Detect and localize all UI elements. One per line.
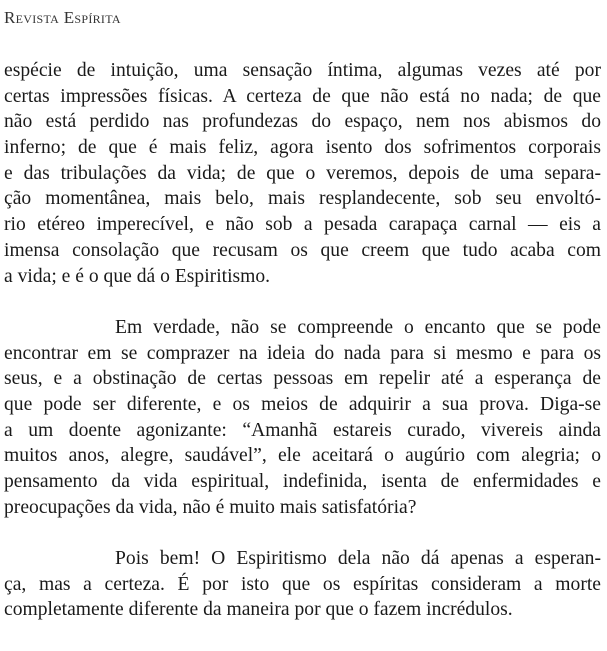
text-line: muitos anos, alegre, saudável”, ele aceitará o augúrio com alegria; o [4, 445, 601, 467]
text-line: encontrar em se comprazer na ideia do nada para si mesmo e para os [4, 342, 601, 364]
paragraph-spacer [4, 289, 601, 315]
text-line: que pode ser diferente, e os meios de adquirir a sua prova. Diga-se [4, 393, 601, 415]
text-line: seus, e a obstinação de certas pessoas em repelir até a esperança de [4, 368, 601, 390]
text-line: não está perdido nas profundezas do espaço, nem nos abismos do [4, 111, 601, 133]
text-line: preocupações da vida, não é muito mais satisfatória? [4, 496, 417, 518]
text-line: espécie de intuição, uma sensação íntima, algumas vezes até por [4, 60, 601, 81]
paragraph-spacer [4, 520, 601, 546]
text-line: rio etéreo imperecível, e não sob a pesada carapaça carnal — eis a [4, 214, 601, 236]
text-line: ça, mas a certeza. É por isto que os espíritas consideram a morte [4, 573, 601, 595]
text-line: pensamento da vida espiritual, indefinida, isenta de enfermidades e [4, 471, 601, 492]
text-line: ção momentânea, mais belo, mais resplandecente, sob seu envoltó- [4, 188, 601, 210]
paragraph-3 [4, 546, 601, 623]
running-header: Revista Espírita [4, 8, 121, 27]
paragraph-2 [4, 315, 601, 521]
page-body [4, 58, 601, 623]
text-line: e das tribulações da vida; de que o veremos, depois de uma separa- [4, 162, 601, 184]
text-line: a um doente agonizante: “Amanhã estareis curado, vivereis ainda [4, 419, 601, 441]
text-line: a vida; e é o que dá o Espiritismo. [4, 265, 271, 287]
text-line: Em verdade, não se compreende o encanto que se pode [115, 316, 601, 338]
text-line: certas impressões físicas. A certeza de que não está no nada; de que [4, 85, 601, 107]
text-line: completamente diferente da maneira por que o fazem incrédulos. [4, 599, 513, 621]
text-line: imensa consolação que recusam os que creem que tudo acaba com [4, 239, 601, 261]
text-line: inferno; de que é mais feliz, agora isento dos sofrimentos corporais [4, 137, 601, 159]
paragraph-1 [4, 58, 601, 289]
text-line: Pois bem! O Espiritismo dela não dá apenas a esperan- [115, 548, 601, 570]
